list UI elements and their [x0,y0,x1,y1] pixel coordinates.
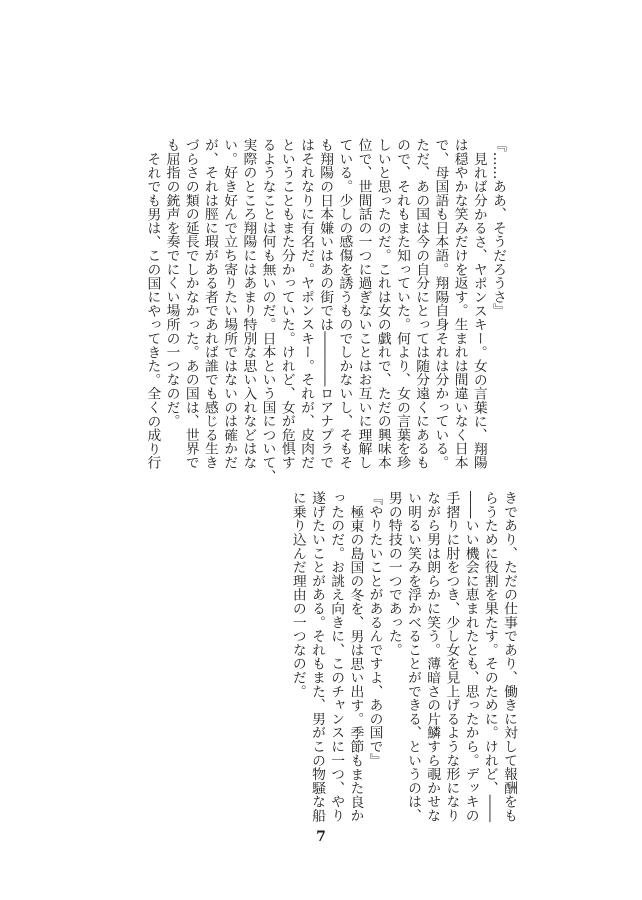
text-line: 遂げたいことがある。それもまた、男がこの物騒な船 [308,491,325,823]
text-line: づらさの類の延長でしかなかった。あの国は、世界で [182,138,199,470]
text-line: 極東の島国の冬を、男は思い出す。季節もまた良か [347,504,364,823]
text-line: 手摺りに肘をつき、少し女を見上げるような形になり [443,491,460,823]
text-line: い明るい笑みを浮かべることができる、というのは、 [404,491,421,823]
text-line: 『やりたいことがあるんですよ、あの国で』 [366,491,383,767]
text-line: も翔陽の日本嫌いはあの街では――――ロアナプラで [317,138,334,470]
text-line: ながら男は朗らかに笑う。薄暗さの片鱗すら覗かせな [424,491,441,823]
text-line: はそれなりに有名だ。ヤポンスキー。それが、皮肉だ [297,138,314,470]
upper-text-block [142,138,507,483]
text-line: それでも男は、この国にやってきた。全くの成り行 [144,151,161,470]
text-line: ただ、あの国は今の自分にとっては随分遠くにあるも [413,138,430,470]
page-number: 7 [316,829,326,845]
text-line: ――いい機会に恵まれたとも、思ったから。デッキの [462,491,479,823]
lower-text-block [288,491,518,825]
text-line: は穏やかな笑みだけを返す。生まれは間違いなく日本 [451,138,468,470]
text-line: ので、それもまた知っていた。何より、女の言葉を珍 [393,138,410,470]
text-line: ている。少しの感傷を誘うものでしかないし、そもそ [336,138,353,470]
text-line: に乗り込んだ理由の一つなのだ。 [289,491,306,698]
text-line: 『……ああ、そうだろうさ』 [490,138,506,318]
text-line: しいと思ったのだ。これは女の戯れで、ただの興味本 [374,138,391,470]
text-line: ったのだ。お誂え向きに、このチャンスに一つ、やり [328,491,345,823]
text-line: らうために役割を果たす。そのために。けれど、―― [481,491,498,823]
text-line: 男の特技の一つであった。 [385,491,402,657]
text-line: が、それは脛に瑕がある者であれば誰でも感じる生き [201,138,218,470]
text-line: きであり、ただの仕事であり、働きに対して報酬をも [501,491,517,823]
text-line: も屈指の銃声を奏でにくい場所の一つなのだ。 [163,138,180,428]
text-line: で、母国語も日本語。翔陽自身それは分かっている。 [432,138,449,470]
text-line: るようなことは何も無いのだ。日本という国について、 [259,138,276,483]
text-line: い。好き好んで立ち寄りたい場所ではないのは確かだ [221,138,238,470]
text-line: 位で、世間話の一つに過ぎないことはお互いに理解し [355,138,372,470]
text-line: 見れば分かるさ、ヤポンスキー。女の言葉に、翔陽 [470,151,487,470]
text-line: 実際のところ翔陽にはあまり特別な思い入れなどはな [240,138,257,470]
text-line: ということもまた分かっていた。けれど、女が危惧す [278,138,295,470]
